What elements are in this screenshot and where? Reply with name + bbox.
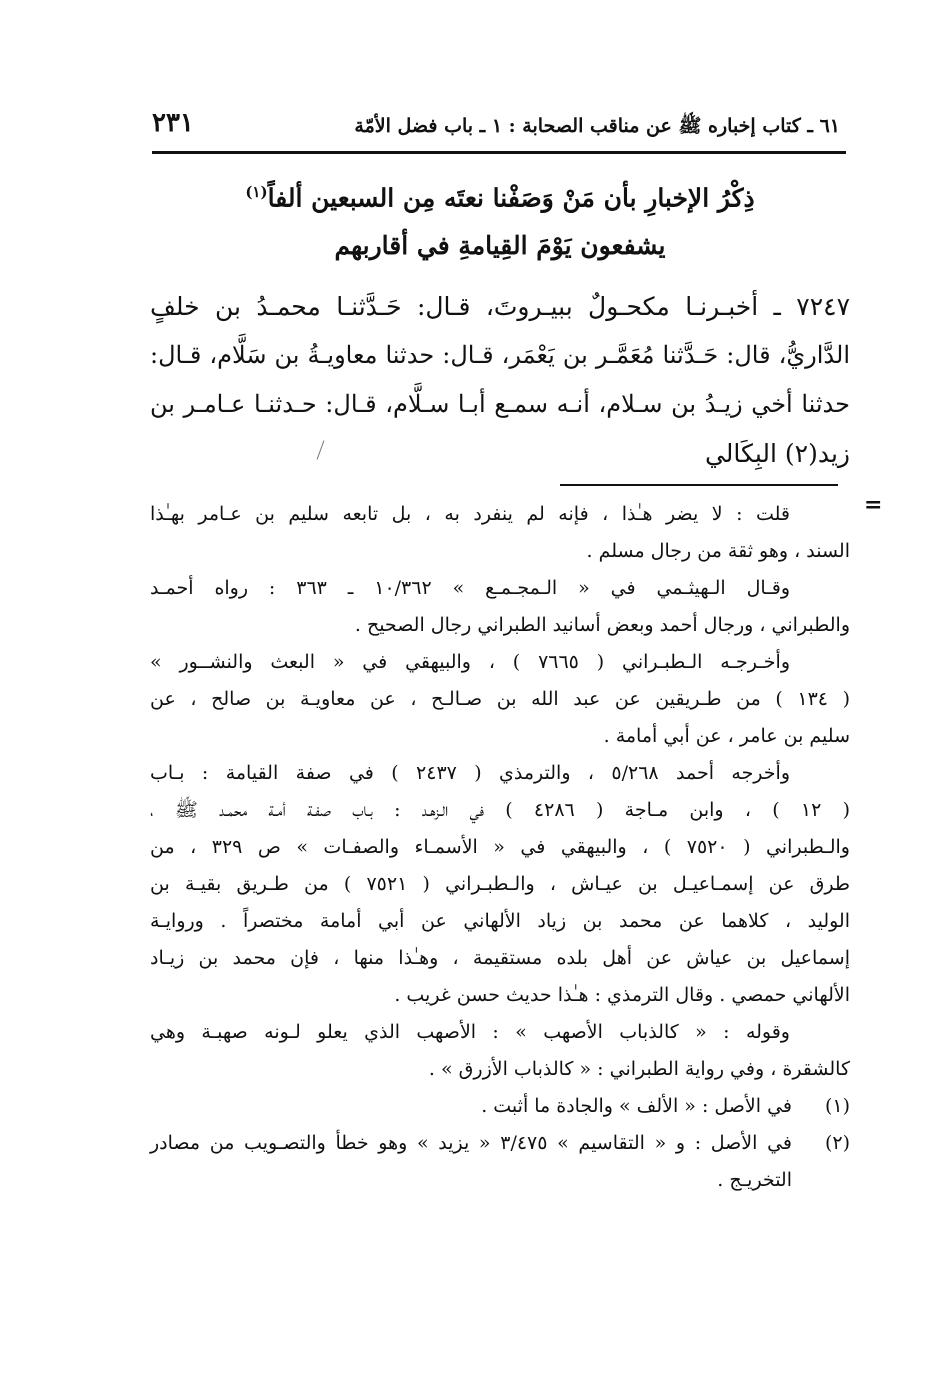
footnote-line: الألهاني حمصي . وقال الترمذي : هـٰذا حديث حسن غريب . xyxy=(394,984,850,1006)
footnote-number: (٢) xyxy=(824,1132,850,1154)
header-title: ٦١ ـ كتاب إخباره ﷺ عن مناقب الصحابة : ١ ـ باب فضل الأمّة xyxy=(354,115,840,137)
footnote-ref-1: (١) xyxy=(245,183,268,201)
hadith-line: الدَّاريُّ، قال: حَـدَّثنا مُعَمَّـر بن يَعْمَر، قـال: حدثنا معاويـةُ بن سَلَّام، قـال: xyxy=(150,341,850,369)
footnote-line: كالشقرة ، وفي رواية الطبراني : « كالذباب الأزرق » . xyxy=(428,1058,850,1080)
heading-line-2: يشفعون يَوْمَ القِيامةِ في أقاربهم xyxy=(334,231,666,261)
footnote-line: سليم بن عامر ، عن أبي أمامة . xyxy=(603,725,850,747)
section-heading xyxy=(150,168,850,270)
footnote-line: قلت : لا يضر هـٰذا ، فإنه لم ينفرد به ، بل تابعه سليم بن عـامر بهـٰذا xyxy=(150,503,790,525)
hadith-line: ٧٢٤٧ ـ أخبـرنـا مكحـولٌ ببيـروتَ، قـال: حَـدَّثنـا محمـدُ بن خلفٍ xyxy=(150,292,850,321)
footnotes xyxy=(150,496,850,1199)
footnote-line: وقوله : « كالذباب الأصهب » : الأصهب الذي يعلو لـونه صهبـة وهي xyxy=(150,1021,790,1043)
heading-line-1 xyxy=(150,168,850,222)
hadith-line: زيد(٢) البِكَالي xyxy=(704,439,850,468)
footnote-line: ( ١٣٤ ) من طـريقين عن عبد الله بن صـالـح ، عن معاويـة بن صالح ، عن xyxy=(150,688,851,710)
footnote-line: إسماعيل بن عياش عن أهل بلده مستقيمة ، وهـٰذا منها ، فإن محمد بن زيـاد xyxy=(150,947,850,969)
footnote-text: في الأصل : « الألف » والجادة ما أثبت . xyxy=(481,1095,792,1117)
hadith-text xyxy=(150,282,850,478)
heading-line-1-text: ذِكْرُ الإخبارِ بأن مَنْ وَصَفْنا نعتَه مِن السبعين ألفاً xyxy=(267,183,755,213)
footnote-number: (١) xyxy=(824,1095,850,1117)
footnote-line: ( ١٢ ) ، وابن مـاجة ( ٤٢٨٦ ) في الـزهـد : بـاب صفـة أمـة محمـد ﷺ ، xyxy=(150,799,850,821)
footnote-2 xyxy=(150,1125,850,1162)
footnote-line: طرق عن إسمـاعيـل بن عيـاش ، والـطبـراني ( ٧٥٢١ ) من طـريق بقيـة بن xyxy=(150,873,850,895)
footnote-line: التخريـج . xyxy=(717,1169,792,1191)
footnote-line: وأخرجه أحمد ٥/٢٦٨ ، والترمذي ( ٢٤٣٧ ) في صفة القيامة : بـاب xyxy=(150,762,790,784)
footnote-1 xyxy=(150,1088,850,1125)
continuation-mark: = xyxy=(864,492,883,518)
page-number: ٢٣١ xyxy=(152,108,194,138)
header-rule xyxy=(152,151,846,154)
footnote-line: وقـال الـهيثـمي في « الـمجـمـع » ١٠/٣٦٢ ـ ٣٦٣ : رواه أحمـد xyxy=(150,577,791,599)
hadith-line: حدثنا أخي زيـدُ بن سـلام، أنـه سمـع أبـا سـلَّام، قـال: حـدثنـا عـامـر بن xyxy=(150,390,850,418)
footnote-line: وأخـرجـه الـطبـراني ( ٧٦٦٥ ) ، والبيهقي في « البعث والنشــور » xyxy=(150,651,790,673)
running-header xyxy=(150,108,850,144)
footnote-line: الوليد ، كلاهما عن محمد بن زياد الألهاني عن أبي أمامة مختصراً . وروايـة xyxy=(150,910,850,932)
footnote-rule xyxy=(560,484,838,486)
footnote-text: في الأصل : و « التقاسيم » ٣/٤٧٥ « يزيد » وهو خطأ والتصـويب من مصادر xyxy=(150,1132,792,1154)
footnote-line: والـطبراني ( ٧٥٢٠ ) ، والبيهقي في « الأسمـاء والصفـات » ص ٣٢٩ ، من xyxy=(150,836,850,858)
footnote-line: السند ، وهو ثقة من رجال مسلم . xyxy=(586,540,850,562)
footnote-line: والطبراني ، ورجال أحمد وبعض أسانيد الطبراني رجال الصحيح . xyxy=(354,614,850,636)
